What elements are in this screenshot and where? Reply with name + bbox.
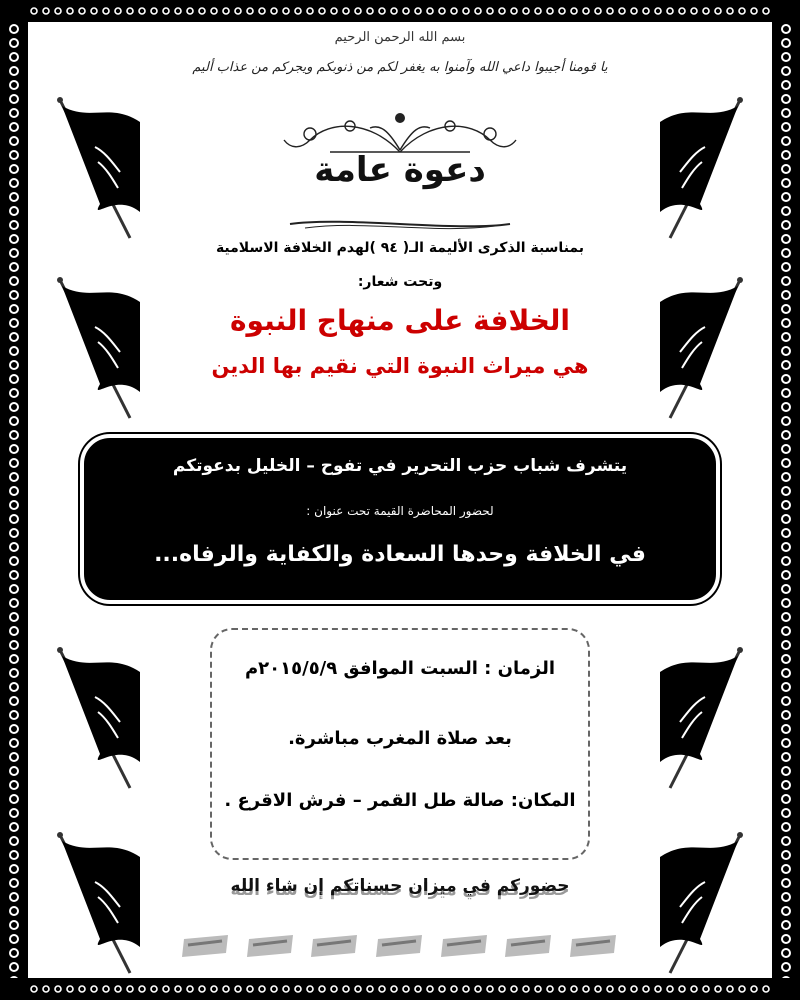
black-flag-icon [650, 92, 760, 242]
black-flag-icon [650, 642, 760, 792]
party-logo-icon [372, 929, 428, 965]
quran-verse: يا قومنا أجيبوا داعي الله وآمنوا به يغفر لكم من ذنوبكم ويجركم من عذاب أليم [192, 60, 608, 75]
event-details-box [210, 628, 590, 860]
party-logo-icon [566, 929, 622, 965]
black-flag-icon [40, 642, 150, 792]
party-logo-icon [501, 929, 557, 965]
slogan-intro: وتحت شعار: [357, 274, 443, 290]
host-line: يتشرف شباب حزب التحرير في تفوح – الخليل بدعوتكم [172, 456, 628, 476]
lecture-intro: لحضور المحاضرة القيمة تحت عنوان : [306, 504, 494, 518]
party-logo-icon [307, 929, 363, 965]
event-after-prayer: بعد صلاة المغرب مباشرة. [288, 728, 512, 749]
black-flag-icon [650, 827, 760, 977]
invitation-title: دعوة عامة [314, 150, 486, 190]
event-time: الزمان : السبت الموافق ٢٠١٥/٥/٩م [244, 658, 556, 679]
event-place: المكان: صالة طل القمر – فرش الاقرع . [224, 790, 576, 811]
poster-canvas [28, 22, 772, 978]
top-chain-ornament [28, 6, 772, 16]
right-chain-ornament [779, 22, 793, 978]
invitation-box [80, 434, 720, 604]
black-flag-icon [40, 827, 150, 977]
title-flourish-icon [285, 214, 515, 234]
slogan-main: الخلافة على منهاج النبوة [230, 304, 570, 337]
bottom-chain-ornament [28, 984, 772, 994]
left-chain-ornament [7, 22, 21, 978]
lecture-title: في الخلافة وحدها السعادة والكفاية والرفاه... [154, 542, 646, 567]
logo-row [178, 927, 622, 967]
party-logo-icon [178, 929, 234, 965]
party-logo-icon [437, 929, 493, 965]
black-flag-icon [40, 272, 150, 422]
black-flag-icon [40, 92, 150, 242]
party-logo-icon [243, 929, 299, 965]
closing-blessing: حضوركم في ميزان حسناتكم إن شاء الله [230, 876, 570, 896]
black-flag-icon [650, 272, 760, 422]
bismillah: بسم الله الرحمن الرحيم [334, 30, 466, 45]
slogan-sub: هي ميراث النبوة التي نقيم بها الدين [211, 354, 589, 378]
occasion-line: بمناسبة الذكرى الأليمة الـ( ٩٤ )لهدم الخلافة الاسلامية [215, 240, 585, 256]
